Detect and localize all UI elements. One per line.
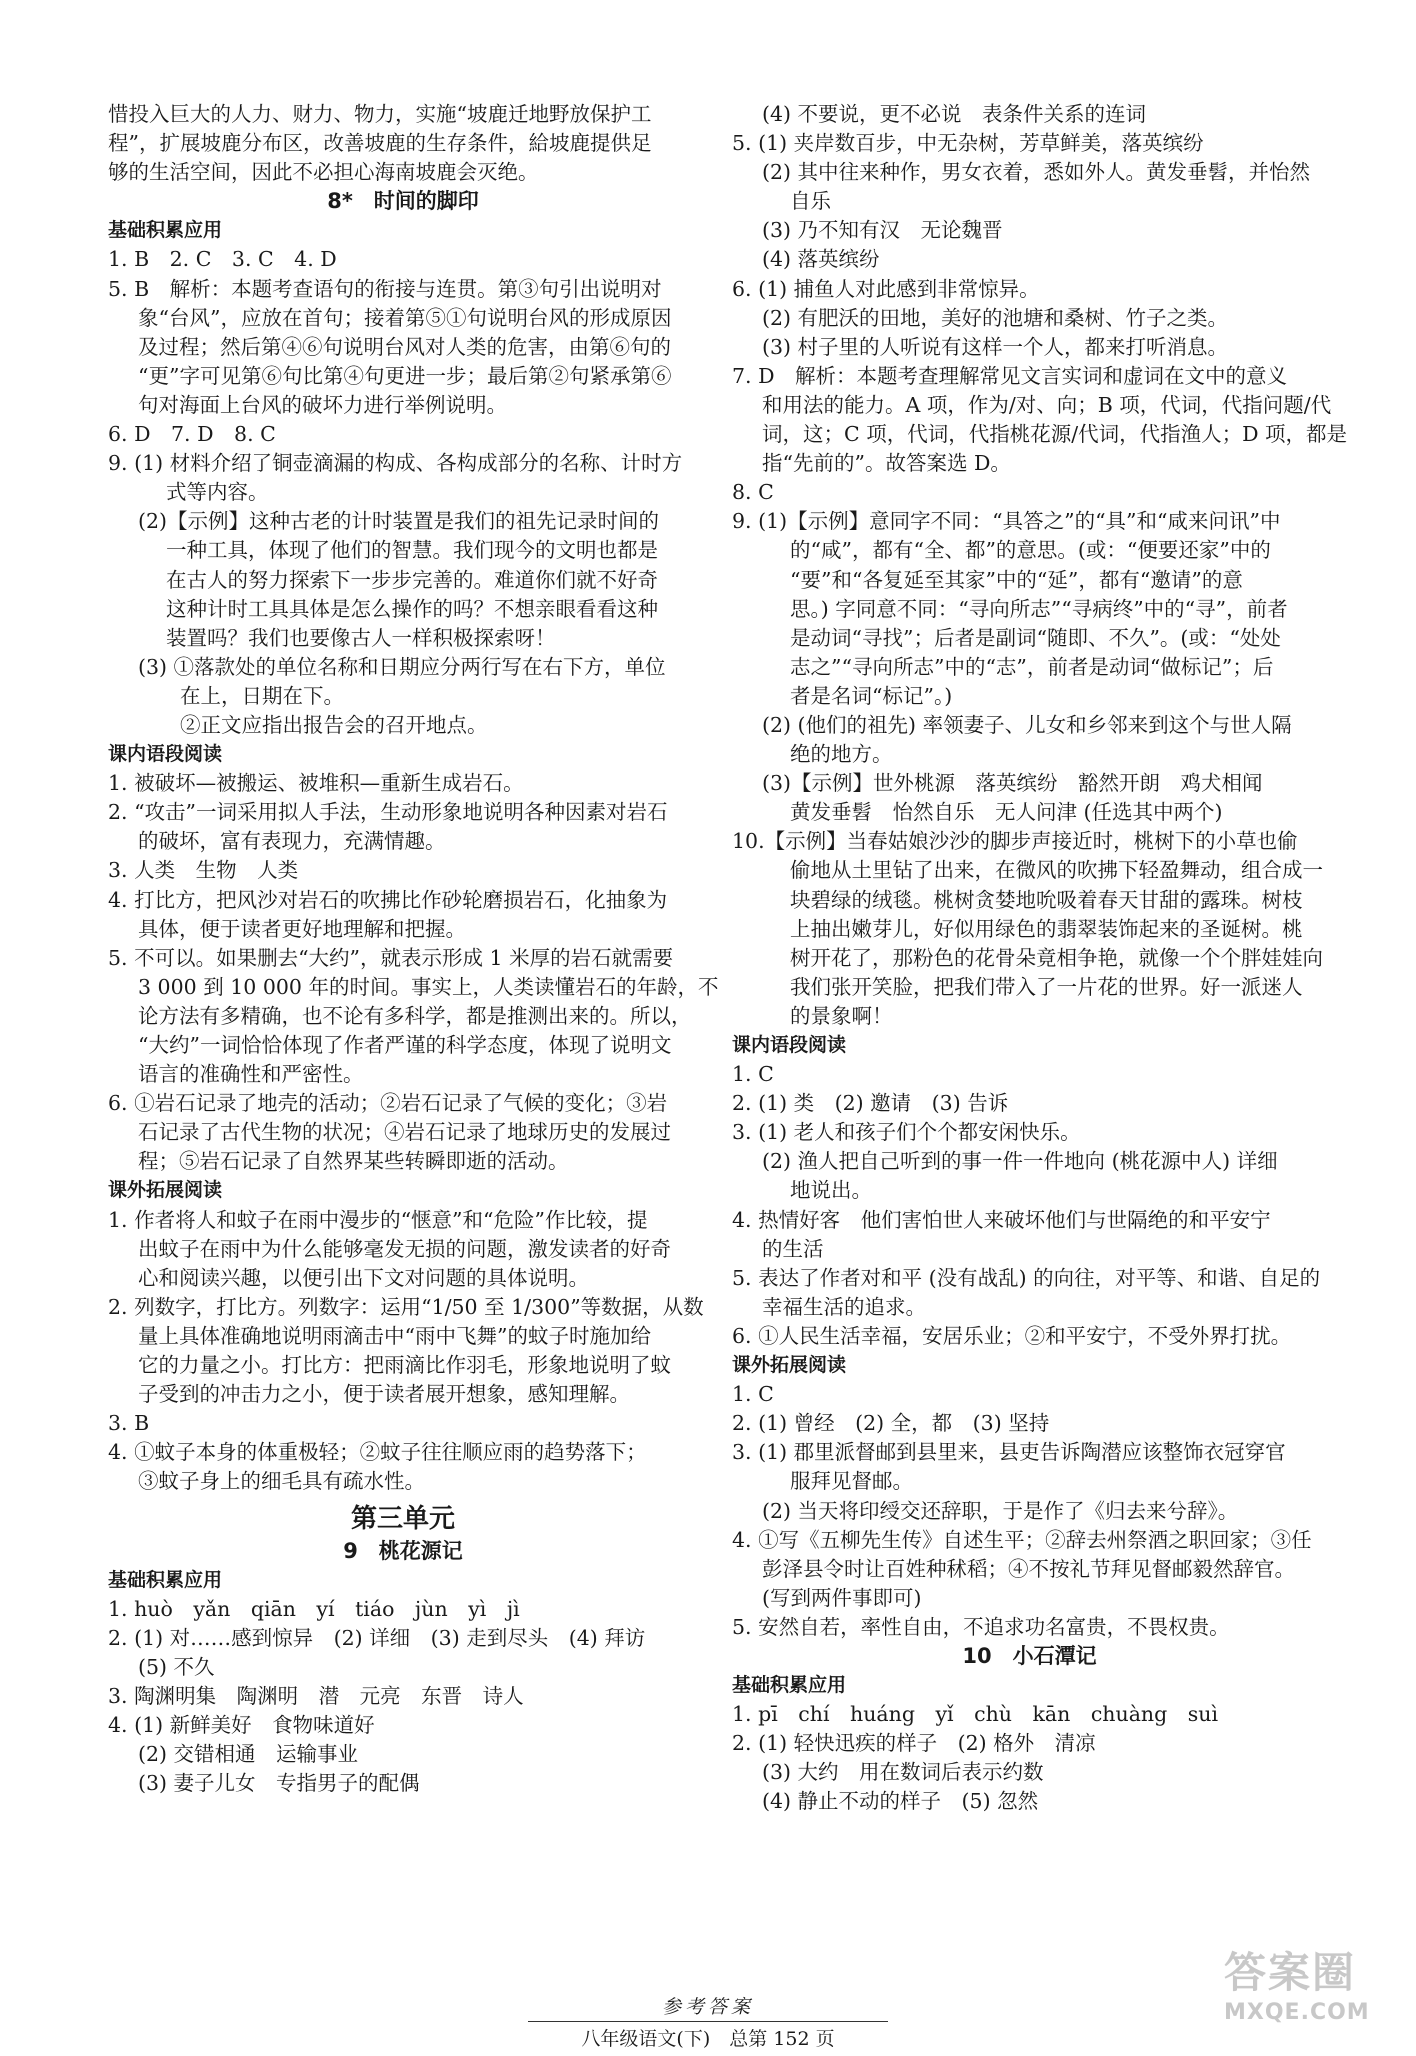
text-line: 幸福生活的追求。 (762, 1294, 926, 1319)
text-line: 1. 作者将人和蚊子在雨中漫步的“惬意”和“危险”作比较，提 (108, 1207, 648, 1232)
text-line: (4) 落英缤纷 (762, 247, 880, 272)
text-line: 自乐 (790, 189, 831, 214)
text-line: 这种计时工具具体是怎么操作的吗？不想亲眼看看这种 (166, 596, 658, 621)
footer-page-info: 八年级语文(下) 总第 152 页 (581, 2028, 835, 2050)
text-line: 够的生活空间，因此不必担心海南坡鹿会灭绝。 (108, 160, 539, 185)
text-line: 1. pī chí huáng yǐ chù kān chuàng suì (732, 1702, 1219, 1727)
page-footer (0, 1992, 1416, 2051)
section-heading: 课内语段阅读 (108, 743, 223, 766)
text-line: 志之”“寻向所志”中的“志”，前者是动词“做标记”；后 (790, 654, 1274, 679)
text-line: 程”，扩展坡鹿分布区，改善坡鹿的生存条件，給坡鹿提供足 (108, 131, 652, 156)
text-line: 5. (1) 夹岸数百步，中无杂树，芳草鲜美，落英缤纷 (732, 131, 1204, 156)
text-line: 5. 安然自若，率性自由，不追求功名富贵，不畏权贵。 (732, 1614, 1230, 1639)
text-line: 6. D 7. D 8. C (108, 422, 276, 447)
watermark-text: 答案圈 (1224, 1948, 1357, 1997)
section-heading: 基础积累应用 (108, 1568, 223, 1591)
text-line: 块碧绿的绒毯。桃树贪婪地吮吸着春天甘甜的露珠。树枝 (790, 887, 1303, 912)
text-line: 2. (1) 轻快迅疾的样子 (2) 格外 清凉 (732, 1731, 1096, 1756)
text-line: 子受到的冲击力之小，便于读者展开想象，感知理解。 (138, 1382, 630, 1407)
text-line: 4. ①写《五柳先生传》自述生平；②辞去州祭酒之职回家；③任 (732, 1527, 1312, 1552)
text-line: 9. (1) 材料介绍了铜壶滴漏的构成、各构成部分的名称、计时方 (108, 451, 683, 476)
text-line: 的破坏，富有表现力，充满情趣。 (138, 829, 446, 854)
text-line: 装置吗？我们也要像古人一样积极探索呀！ (166, 625, 556, 650)
text-line: 的“咸”，都有“全、都”的意思。(或：“便要还家”中的 (790, 538, 1271, 563)
text-line: 指“先前的”。故答案选 D。 (762, 451, 1011, 476)
text-line: 黄发垂髫 怡然自乐 无人问津 (任选其中两个) (790, 800, 1223, 825)
text-line: 3. 陶渊明集 陶渊明 潜 元亮 东晋 诗人 (108, 1683, 524, 1708)
text-line: (2) 渔人把自己听到的事一件一件地向 (桃花源中人) 详细 (762, 1149, 1278, 1174)
text-line: (2) 当天将印绶交还辞职，于是作了《归去来兮辞》。 (762, 1498, 1239, 1523)
text-line: 思。) 字同意不同：“寻向所志”“寻病终”中的“寻”，前者 (790, 596, 1288, 621)
text-line: 5. 表达了作者对和平 (没有战乱) 的向往，对平等、和谐、自足的 (732, 1265, 1321, 1290)
text-line: 3 000 到 10 000 年的时间。事实上，人类读懂岩石的年龄，不 (138, 974, 719, 999)
text-line: 1. B 2. C 3. C 4. D (108, 247, 337, 272)
text-line: (3) 大约 用在数词后表示约数 (762, 1760, 1044, 1785)
text-line: 的景象啊！ (790, 1003, 893, 1028)
text-line: 5. B 解析：本题考查语句的衔接与连贯。第③句引出说明对 (108, 276, 662, 301)
text-line: (4) 不要说，更不必说 表条件关系的连词 (762, 102, 1147, 126)
text-line: 3. (1) 郡里派督邮到县里来，县吏告诉陶潜应该整饰衣冠穿官 (732, 1440, 1286, 1465)
text-line: 3. B (108, 1411, 150, 1436)
text-line: 论方法有多精确，也不论有多科学，都是推测出来的。所以， (138, 1003, 692, 1028)
text-line: 5. 不可以。如果删去“大约”，就表示形成 1 米厚的岩石就需要 (108, 945, 674, 970)
text-line: 3. (1) 老人和孩子们个个都安闲快乐。 (732, 1120, 1081, 1145)
text-line: 1. 被破坏—被搬运、被堆积—重新生成岩石。 (108, 771, 524, 796)
text-line: 及过程；然后第④⑥句说明台风对人类的危害，由第⑥句的 (138, 334, 671, 359)
text-line: 1. huò yǎn qiān yí tiáo jùn yì jì (108, 1596, 520, 1621)
text-line: 一种工具，体现了他们的智慧。我们现今的文明也都是 (166, 538, 658, 563)
watermark-logo (1224, 1940, 1404, 2050)
text-line: (5) 不久 (138, 1654, 215, 1679)
text-line: (4) 静止不动的样子 (5) 忽然 (762, 1789, 1039, 1814)
text-line: 和用法的能力。A 项，作为/对、向；B 项，代词，代指问题/代 (762, 392, 1332, 417)
text-line: (3) ①落款处的单位名称和日期应分两行写在右下方，单位 (138, 654, 666, 679)
text-line: 式等内容。 (166, 480, 269, 505)
text-line: (2) (他们的祖先) 率领妻子、儿女和乡邻来到这个与世人隔 (762, 712, 1292, 737)
text-line: (2) 交错相通 运输事业 (138, 1742, 359, 1767)
text-line: (3) 妻子儿女 专指男子的配偶 (138, 1771, 420, 1796)
text-line: 语言的准确性和严密性。 (138, 1062, 364, 1087)
text-line: 6. ①人民生活幸福，安居乐业；②和平安宁，不受外界打扰。 (732, 1323, 1292, 1348)
text-line: ③蚊子身上的细毛具有疏水性。 (138, 1469, 425, 1494)
text-line: 2. (1) 曾经 (2) 全，都 (3) 坚持 (732, 1411, 1050, 1436)
text-line: 8. C (732, 480, 774, 505)
text-line: 服拜见督邮。 (790, 1469, 913, 1494)
text-line: 我们张开笑脸，把我们带入了一片花的世界。好一派迷人 (790, 974, 1303, 999)
text-line: 在上，日期在下。 (180, 683, 344, 708)
text-line: 2. (1) 类 (2) 邀请 (3) 告诉 (732, 1091, 1009, 1116)
text-line: 4. 热情好客 他们害怕世人来破坏他们与世隔绝的和平安宁 (732, 1207, 1271, 1232)
text-line: 心和阅读兴趣，以便引出下文对问题的具体说明。 (138, 1265, 589, 1290)
text-line: 是动词“寻找”；后者是副词“随即、不久”。(或：“处处 (790, 625, 1281, 650)
text-line: 4. 打比方，把风沙对岩石的吹拂比作砂轮磨损岩石，化抽象为 (108, 887, 668, 912)
text-line: 4. (1) 新鲜美好 食物味道好 (108, 1713, 375, 1738)
text-line: (3) 乃不知有汉 无论魏晋 (762, 218, 1003, 243)
text-line: 2. (1) 对……感到惊异 (2) 详细 (3) 走到尽头 (4) 拜访 (108, 1625, 646, 1650)
section-heading: 课外拓展阅读 (108, 1179, 223, 1202)
text-line: 1. C (732, 1382, 774, 1407)
lesson-title: 10 小石潭记 (962, 1643, 1097, 1668)
text-line: 2. 列数字，打比方。列数字：运用“1/50 至 1/300”等数据，从数 (108, 1294, 704, 1319)
text-line: 彭泽县令时让百姓种秫稻；④不按礼节拜见督邮毅然辞官。 (762, 1556, 1295, 1581)
section-heading: 课外拓展阅读 (732, 1354, 847, 1377)
text-line: 10.【示例】当春姑娘沙沙的脚步声接近时，桃树下的小草也偷 (732, 829, 1298, 854)
text-line: 2. “攻击”一词采用拟人手法，生动形象地说明各种因素对岩石 (108, 800, 668, 825)
text-line: 它的力量之小。打比方：把雨滴比作羽毛，形象地说明了蚊 (138, 1353, 671, 1378)
watermark-url: MXQE.COM (1224, 2000, 1370, 2025)
text-line: 3. 人类 生物 人类 (108, 858, 299, 883)
text-line: 绝的地方。 (790, 742, 893, 767)
text-line: 在古人的努力探索下一步步完善的。难道你们就不好奇 (166, 567, 658, 592)
text-line: 量上具体准确地说明雨滴击中“雨中飞舞”的蚊子时施加给 (138, 1323, 651, 1348)
right-column (732, 100, 1348, 1817)
text-line: 石记录了古代生物的状况；④岩石记录了地球历史的发展过 (138, 1120, 671, 1145)
text-line: 偷地从土里钻了出来，在微风的吹拂下轻盈舞动，组合成一 (790, 858, 1323, 883)
text-line: 象“台风”，应放在首句；接着第⑤①句说明台风的形成原因 (138, 305, 672, 330)
text-line: 惜投入巨大的人力、财力、物力，实施“坡鹿迁地野放保护工 (108, 102, 652, 126)
unit-title: 第三单元 (350, 1503, 455, 1534)
text-line: 9. (1)【示例】意同字不同：“具答之”的“具”和“咸来问讯”中 (732, 509, 1281, 534)
text-line: 6. ①岩石记录了地壳的活动；②岩石记录了气候的变化；③岩 (108, 1091, 668, 1116)
section-heading: 课内语段阅读 (732, 1034, 847, 1056)
left-column (108, 100, 719, 1798)
text-line: 词，这；C 项，代词，代指桃花源/代词，代指渔人；D 项，都是 (762, 422, 1348, 447)
text-line: (2) 其中往来种作，男女衣着，悉如外人。黄发垂髫，并怡然 (762, 160, 1311, 185)
text-line: “大约”一词恰恰体现了作者严谨的科学态度，体现了说明文 (138, 1033, 672, 1057)
text-line: 具体，便于读者更好地理解和把握。 (138, 916, 466, 941)
text-line: “要”和“各复延至其家”中的“延”，都有“邀请”的意 (790, 567, 1243, 592)
text-line: 地说出。 (790, 1178, 872, 1203)
text-line: 4. ①蚊子本身的体重极轻；②蚊子往往顺应雨的趋势落下； (108, 1440, 647, 1465)
text-line: 程；⑤岩石记录了自然界某些转瞬即逝的活动。 (138, 1149, 569, 1174)
text-line: 句对海面上台风的破坏力进行举例说明。 (138, 392, 507, 417)
text-line: ②正文应指出报告会的召开地点。 (180, 712, 488, 737)
text-line: (3) 村子里的人听说有这样一个人，都来打听消息。 (762, 334, 1229, 359)
text-line: 上抽出嫩芽儿，好似用绿色的翡翠装饰起来的圣诞树。桃 (790, 916, 1303, 941)
text-line: 树开花了，那粉色的花骨朵竟相争艳，就像一个个胖娃娃向 (790, 945, 1323, 970)
lesson-title: 9 桃花源记 (343, 1538, 463, 1563)
footer-rule (528, 2021, 888, 2022)
footer-heading: 参考答案 (661, 1996, 754, 2018)
text-line: 7. D 解析：本题考查理解常见文言实词和虚词在文中的意义 (732, 363, 1288, 388)
text-line: (写到两件事即可) (762, 1585, 922, 1610)
lesson-title: 8* 时间的脚印 (327, 189, 479, 214)
text-line: 出蚊子在雨中为什么能够毫发无损的问题，激发读者的好奇 (138, 1236, 671, 1261)
section-heading: 基础积累应用 (732, 1674, 847, 1697)
text-line: 者是名词“标记”。) (790, 683, 953, 708)
text-line: (2) 有肥沃的田地，美好的池塘和桑树、竹子之类。 (762, 305, 1229, 330)
section-heading: 基础积累应用 (108, 219, 223, 242)
text-line: 6. (1) 捕鱼人对此感到非常惊异。 (732, 276, 1040, 301)
text-line: (2)【示例】这种古老的计时装置是我们的祖先记录时间的 (138, 509, 660, 534)
text-line: 的生活 (762, 1236, 824, 1261)
text-line: 1. C (732, 1062, 774, 1087)
text-line: “更”字可见第⑥句比第④句更进一步；最后第②句紧承第⑥ (138, 363, 672, 388)
text-line: (3)【示例】世外桃源 落英缤纷 豁然开朗 鸡犬相闻 (762, 771, 1263, 796)
